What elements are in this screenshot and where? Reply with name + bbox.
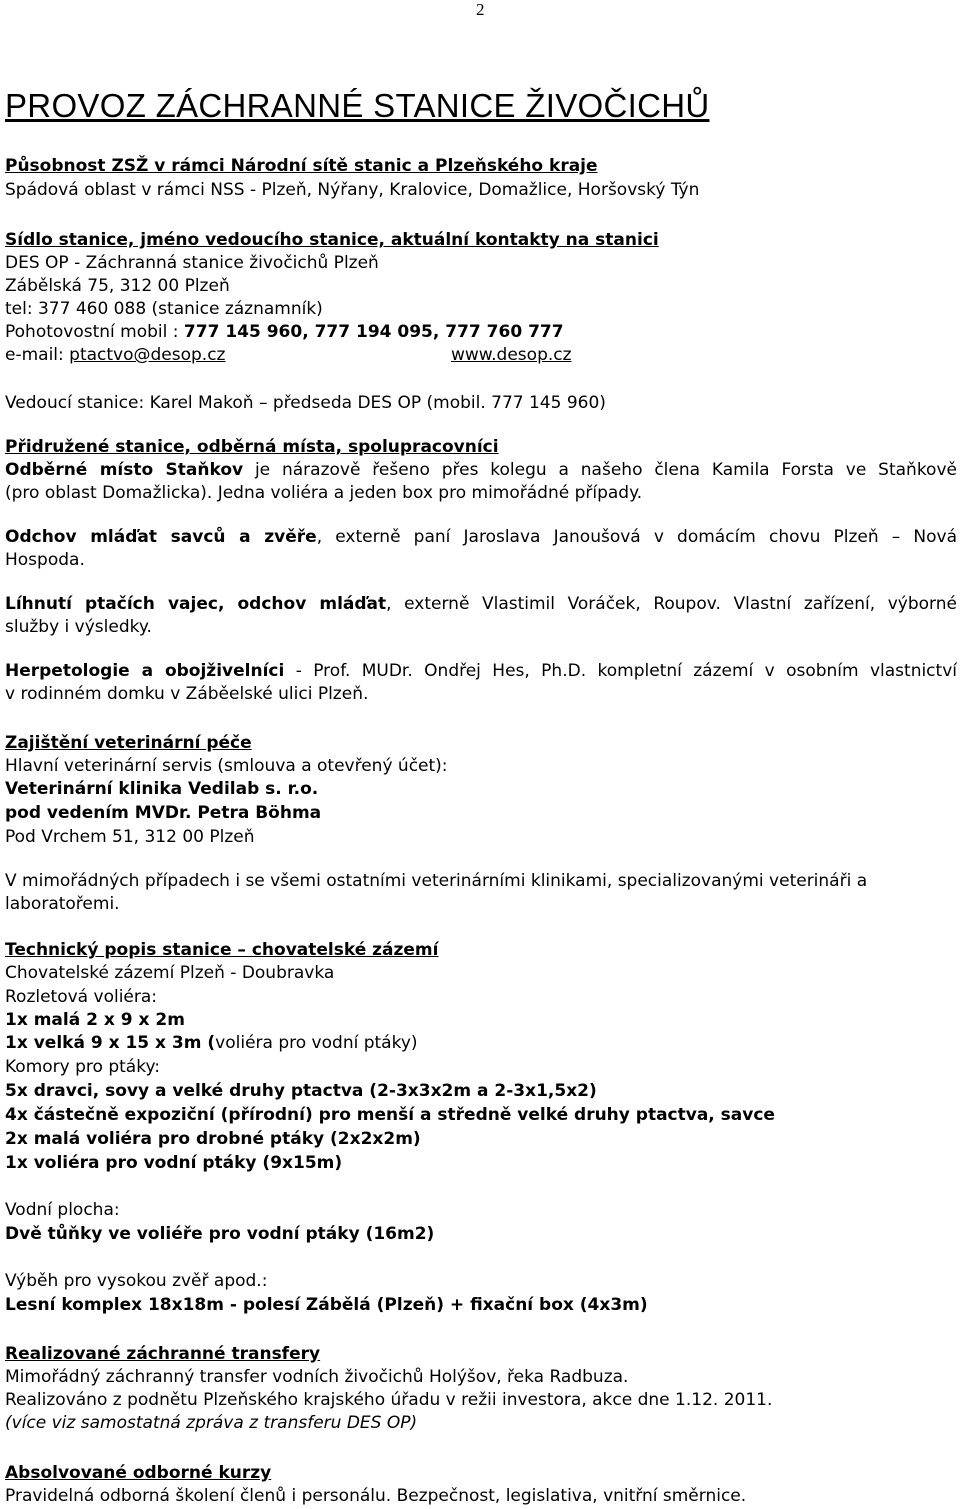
herp-line2: v rodinném domku v Záběelské ulici Plzeň.: [5, 684, 369, 704]
affiliated-heading: Přidružené stanice, odběrná místa, spolupracovníci: [5, 437, 499, 457]
transfers-line2: Realizováno z podnětu Plzeňského krajského úřadu v režii investora, akce dne 1.12. 2011.: [5, 1390, 773, 1410]
eggs-line1: [5, 593, 957, 615]
stankov-title: Odběrné místo Staňkov: [5, 460, 244, 480]
aviary-large-note: voliéra pro vodní ptáky): [215, 1033, 418, 1053]
chamber-3: 2x malá voliéra pro drobné ptáky (2x2x2m): [5, 1129, 421, 1149]
stankov-text1: je nárazově řešeno přes kolegu a našeho člena Kamila Forsta ve Staňkově: [243, 460, 957, 480]
seat-heading: Sídlo stanice, jméno vedoucího stanice, aktuální kontakty na stanici: [5, 230, 659, 250]
aviary-small: 1x malá 2 x 9 x 2m: [5, 1010, 185, 1030]
seat-contacts: [5, 344, 225, 366]
water-label: Vodní plocha:: [5, 1200, 120, 1220]
chamber-1: 5x dravci, sovy a velké druhy ptactva (2-3x3x2m a 2-3x1,5x2): [5, 1081, 597, 1101]
seat-mobile: [5, 321, 564, 343]
transfers-heading: Realizované záchranné transfery: [5, 1344, 321, 1364]
email-label: e-mail:: [5, 345, 70, 365]
email-link[interactable]: ptactvo@desop.cz: [69, 345, 226, 365]
stankov-line1: [5, 459, 957, 481]
vet-doctor: pod vedením MVDr. Petra Böhma: [5, 803, 322, 823]
vet-line1: Hlavní veterinární servis (smlouva a otevřený účet):: [5, 756, 448, 776]
run-label: Výběh pro vysokou zvěř apod.:: [5, 1271, 268, 1291]
chambers-label: Komory pro ptáky:: [5, 1057, 160, 1077]
aviary-large: [5, 1032, 418, 1054]
seat-address: Zábělská 75, 312 00 Plzeň: [5, 276, 230, 296]
vet-address: Pod Vrchem 51, 312 00 Plzeň: [5, 827, 255, 847]
eggs-text1: , externě Vlastimil Voráček, Roupov. Vlastní zařízení, výborné: [386, 594, 957, 614]
mammals-line2: Hospoda.: [5, 550, 85, 570]
page-title: PROVOZ ZÁCHRANNÉ STANICE ŽIVOČICHŮ: [5, 87, 710, 124]
courses-heading: Absolvované odborné kurzy: [5, 1463, 272, 1483]
web-link[interactable]: www.desop.cz: [451, 345, 572, 365]
station-head: Vedoucí stanice: Karel Makoň – předseda DES OP (mobil. 777 145 960): [5, 393, 606, 413]
mammals-text1: , externě paní Jaroslava Janoušová v domácím chovu Plzeň – Nová: [316, 527, 957, 547]
aviary-label: Rozletová voliéra:: [5, 987, 158, 1007]
transfers-note: (více viz samostatná zpráva z transferu DES OP): [5, 1413, 418, 1433]
transfers-line1: Mimořádný záchranný transfer vodních živočichů Holýšov, řeka Radbuza.: [5, 1367, 629, 1387]
aviary-large-size: 1x velká 9 x 15 x 3m (: [5, 1033, 216, 1053]
web-line: [451, 344, 572, 366]
vet-special-line2: laboratořemi.: [5, 894, 120, 914]
vet-heading: Zajištění veterinární péče: [5, 733, 252, 753]
mobile-label: Pohotovostní mobil :: [5, 322, 184, 342]
seat-tel: tel: 377 460 088 (stanice záznamník): [5, 299, 323, 319]
herp-text1: - Prof. MUDr. Ondřej Hes, Ph.D. kompletní zázemí v osobním vlastnictví: [284, 661, 957, 681]
run-value: Lesní komplex 18x18m - polesí Zábělá (Plzeň) + fixační box (4x3m): [5, 1295, 648, 1315]
mammals-title: Odchov mláďat savců a zvěře: [5, 527, 317, 547]
chamber-2: 4x částečně expoziční (přírodní) pro menší a středně velké druhy ptactva, savce: [5, 1105, 775, 1125]
chamber-4: 1x voliéra pro vodní ptáky (9x15m): [5, 1153, 343, 1173]
vet-special-line1: V mimořádných případech i se všemi ostatními veterinárními klinikami, specializovanými veterináři a: [5, 871, 868, 891]
scope-heading: Působnost ZSŽ v rámci Národní sítě stanic a Plzeňského kraje: [5, 156, 598, 176]
courses-line1: Pravidelná odborná školení členů i personálu. Bezpečnost, legislativa, vnitřní směrnice.: [5, 1486, 747, 1506]
technical-heading: Technický popis stanice – chovatelské zázemí: [5, 940, 439, 960]
herp-title: Herpetologie a obojživelníci: [5, 661, 285, 681]
page-number: 2: [476, 0, 485, 19]
vet-clinic: Veterinární klinika Vedilab s. r.o.: [5, 779, 319, 799]
eggs-line2: služby i výsledky.: [5, 617, 152, 637]
herp-line1: [5, 660, 957, 682]
water-value: Dvě tůňky ve voliéře pro vodní ptáky (16m2): [5, 1224, 435, 1244]
seat-name: DES OP - Záchranná stanice živočichů Plzeň: [5, 253, 379, 273]
eggs-title: Líhnutí ptačích vajec, odchov mláďat: [5, 594, 387, 614]
mammals-line1: [5, 526, 957, 548]
mobile-numbers: 777 145 960, 777 194 095, 777 760 777: [183, 322, 564, 342]
technical-place: Chovatelské zázemí Plzeň - Doubravka: [5, 963, 335, 983]
stankov-line2: (pro oblast Domažlicka). Jedna voliéra a jeden box pro mimořádné případy.: [5, 483, 643, 503]
scope-area: Spádová oblast v rámci NSS - Plzeň, Nýřany, Kralovice, Domažlice, Horšovský Týn: [5, 180, 700, 200]
